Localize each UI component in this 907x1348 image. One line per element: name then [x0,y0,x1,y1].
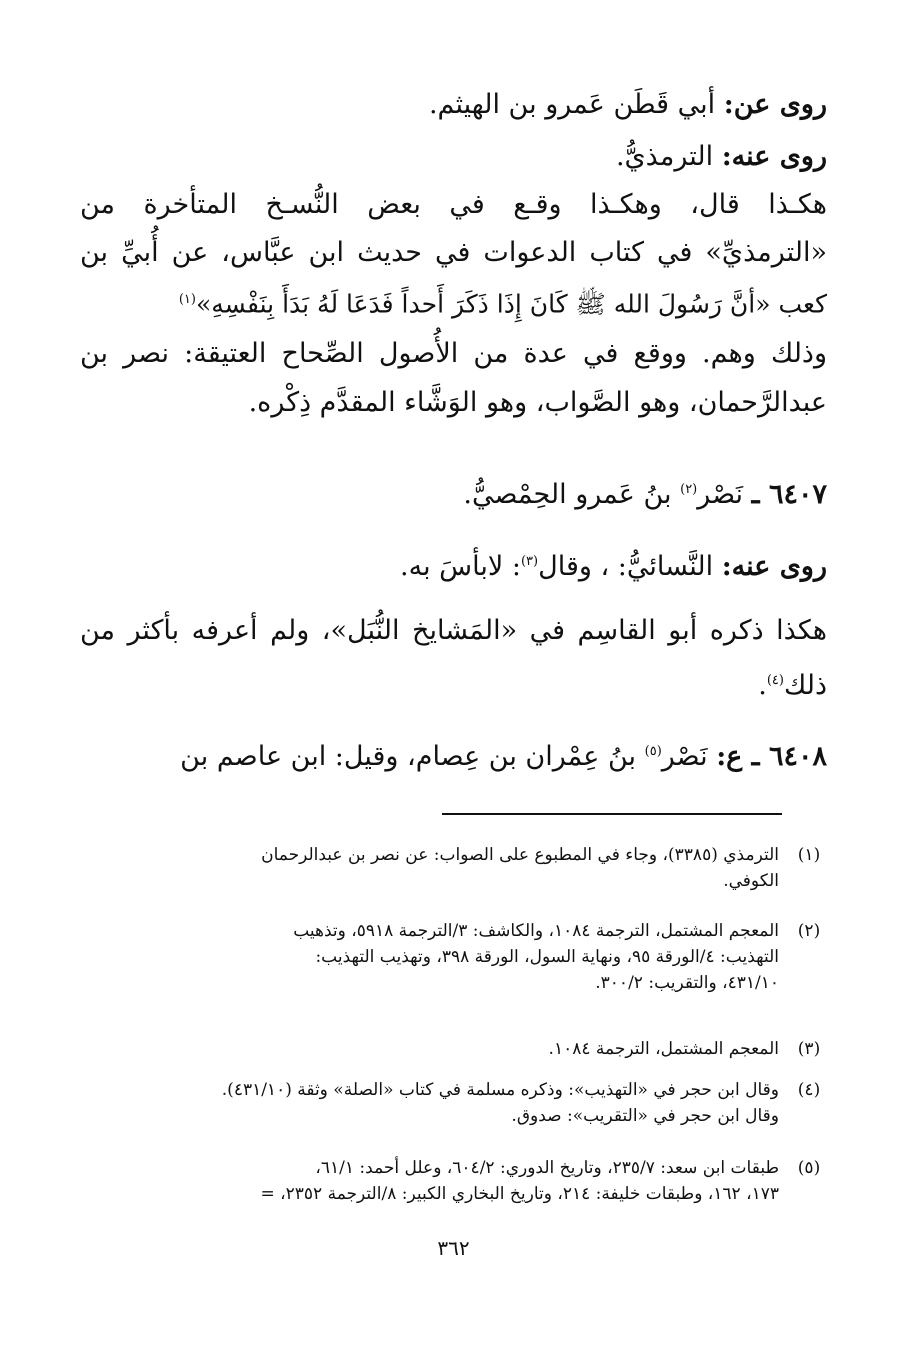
narrated-by-label: روى عنه: [721,551,827,582]
footnote-text [80,1155,779,1207]
footnote-number: (٤) [797,1080,821,1100]
entry-6407-heading [80,471,827,514]
footnote-text [80,1077,779,1129]
body-text: ذلك [783,670,827,701]
body-line: وذلك وهم. ووقع في عدة من الأُصول الصِّحاح العتيقة: نصر بن [80,338,827,369]
body-line: هكذا ذكره أبو القاسِم في «المَشايخ النُّبَل»، ولم أعرفه بأكثر من [80,615,827,646]
footnote-number: (٢) [797,921,821,941]
entry-name: نَصْر [661,741,708,772]
entry-rest: بنُ عَمرو الحِمْصيُّ. [463,479,672,510]
body-text: . [758,670,767,701]
entry-6408-heading [80,733,827,776]
footnote-number: (١) [797,845,821,865]
footnote-line: ٤٣١/١٠، والتقريب: ٣٠٠/٢. [595,973,779,993]
entry-name: نَصْر [697,479,744,510]
footnote-ref: (٥) [644,744,662,759]
narrated-by-label: روى عنه: [721,141,827,172]
body-line: هكـذا قال، وهكـذا وقـع في بعض النُّسـخ المتأخرة من [80,189,827,220]
footnote-line: الترمذي (٣٣٨٥)، وجاء في المطبوع على الصواب: عن نصر بن عبدالرحمان [261,845,779,865]
body-line: «الترمذيِّ» في كتاب الدعوات في حديث ابن عبَّاس، عن أُبيِّ بن [80,237,827,268]
page-number: ٣٦٢ [437,1236,470,1260]
footnote-text [80,842,779,894]
footnote-5 [80,1155,827,1207]
footnote-line: المعجم المشتمل، الترجمة ١٠٨٤. [548,1039,779,1059]
footnote-number: (٣) [797,1039,821,1059]
footnote-3 [80,1036,827,1062]
narrated-by-text: النَّسائيُّ: ، وقال [538,551,714,582]
narrated-by-text: الترمذيُّ. [615,141,714,172]
narrated-from-label: روى عن: [723,89,827,120]
footnote-separator [442,813,782,815]
narrated-from-line [80,86,827,124]
footnote-ref: (٢) [680,482,698,497]
entry-rest: بنُ عِمْران بن عِصام، وقيل: ابن عاصم بن [180,741,637,772]
hadith-text: كعب «أنَّ رَسُولَ الله ﷺ كَانَ إِذَا ذَكَرَ أَحداً فَدَعَا لَهُ بَدَأَ بِنَفْسِهِ» [195,289,827,319]
footnote-line: وقال ابن حجر في «التهذيب»: وذكره مسلمة في كتاب «الصلة» وثقة (٤٣١/١٠). [221,1080,779,1100]
narrated-by-line [80,138,827,176]
footnote-text [80,1036,779,1062]
footnote-ref: (٣) [520,554,539,569]
footnote-line: طبقات ابن سعد: ٢٣٥/٧، وتاريخ الدوري: ٦٠٤/٢، وعلل أحمد: ٦١/١، [315,1158,779,1178]
entry-number: ٦٤٠٨ ـ ع: [716,741,827,772]
footnote-line: وقال ابن حجر في «التقريب»: صدوق. [511,1106,779,1126]
footnote-1 [80,842,827,894]
footnote-line: ١٧٣، ١٦٢، وطبقات خليفة: ٢١٤، وتاريخ البخاري الكبير: ٨/الترجمة ٢٣٥٢، = [260,1184,779,1204]
body-line [80,662,827,705]
body-line: عبدالرَّحمان، وهو الصَّواب، وهو الوَشَّاء المقدَّم ذِكْره. [248,387,827,418]
footnote-line: التهذيب: ٤/الورقة ٩٥، ونهاية السول، الورقة ٣٩٨، وتهذيب التهذيب: [315,947,779,967]
footnote-line: الكوفي. [723,871,779,891]
narrated-by-tail: : لابأسَ به. [400,551,521,582]
footnote-number: (٥) [797,1158,821,1178]
footnote-line: المعجم المشتمل، الترجمة ١٠٨٤، والكاشف: ٣/الترجمة ٥٩١٨، وتذهيب [293,921,779,941]
body-line-hadith [80,281,827,323]
footnote-4 [80,1077,827,1129]
footnote-ref: (١) [178,292,196,307]
footnote-ref: (٤) [766,673,784,688]
narrated-from-text: أبي قَطَن عَمرو بن الهيثم. [428,89,716,120]
footnote-2 [80,918,827,996]
narrated-by-line [80,543,827,586]
entry-number: ٦٤٠٧ ـ [751,479,827,510]
footnote-text [80,918,779,996]
